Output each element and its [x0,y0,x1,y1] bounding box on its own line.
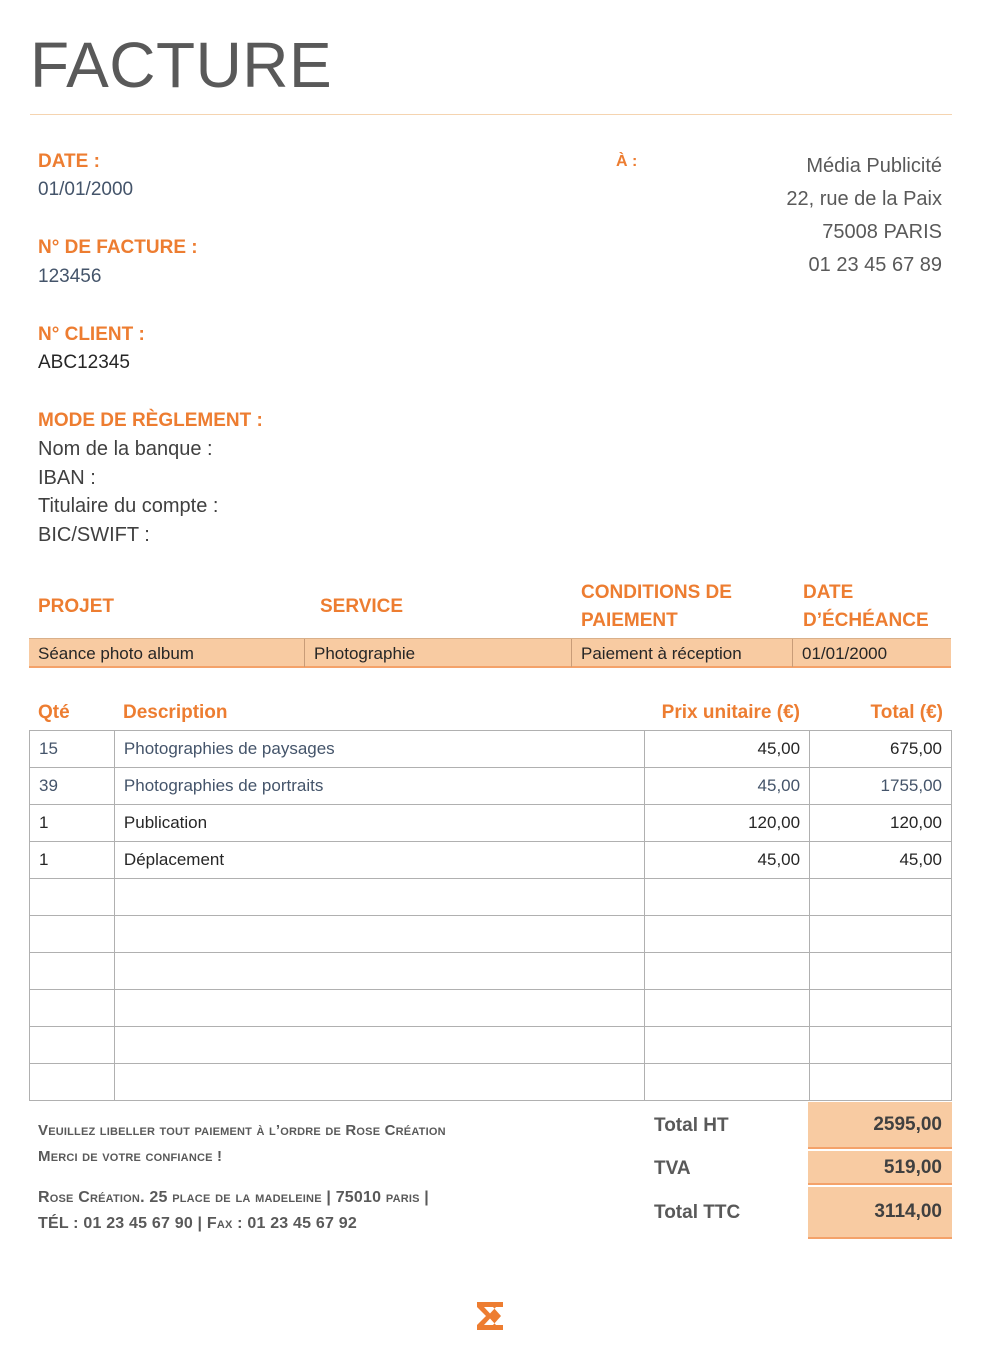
qty-header: Qté [38,702,70,723]
empty-row [30,990,952,1027]
recipient-phone: 01 23 45 67 89 [808,254,942,276]
invoice-number-label: N° DE FACTURE : [38,237,198,258]
items-table [29,730,952,1101]
project-row [29,638,951,668]
payment-method-label: MODE DE RÈGLEMENT : [38,410,263,431]
qty-cell: 1 [30,805,115,842]
total-cell: 120,00 [810,805,952,842]
description-cell: Photographies de paysages [114,731,644,768]
qty-cell: 39 [30,768,115,805]
payable-to-note: Veuillez libeller tout paiement à l’ordre de Rose Création [38,1122,446,1139]
qty-cell: 15 [30,731,115,768]
empty-row [30,1064,952,1101]
iban-line: IBAN : [38,467,96,489]
description-cell: Déplacement [114,842,644,879]
total-ttc-value: 3114,00 [808,1187,952,1239]
table-row [30,731,952,768]
unit-price-header: Prix unitaire (€) [661,702,800,723]
recipient-city: 75008 PARIS [822,221,942,243]
title-divider [30,114,952,115]
unit-price-cell: 45,00 [645,731,810,768]
date-label: DATE : [38,151,100,172]
due-date-cell: 01/01/2000 [802,644,888,663]
description-header: Description [123,702,228,723]
sender-contact: TÉL : 01 23 45 67 90 | Fax : 01 23 45 67 92 [38,1215,357,1232]
table-row [30,842,952,879]
qty-cell: 1 [30,842,115,879]
project-header: PROJET [38,596,115,617]
empty-row [30,953,952,990]
unit-price-cell: 120,00 [645,805,810,842]
sender-address: Rose Création. 25 place de la madeleine | 75010 paris | [38,1189,429,1206]
recipient-label: À : [616,153,638,170]
brand-logo-icon [474,1300,506,1332]
total-cell: 1755,00 [810,768,952,805]
description-cell: Photographies de portraits [114,768,644,805]
recipient-street: 22, rue de la Paix [786,188,942,210]
total-header: Total (€) [870,702,943,723]
empty-row [30,879,952,916]
total-ht-value: 2595,00 [808,1102,952,1149]
bic-swift-line: BIC/SWIFT : [38,524,150,546]
account-holder-line: Titulaire du compte : [38,495,219,517]
recipient-address [786,150,942,282]
client-number-label: N° CLIENT : [38,324,145,345]
service-cell: Photographie [314,644,416,663]
total-cell: 45,00 [810,842,952,879]
client-number-value: ABC12345 [38,352,130,373]
total-ttc-label: Total TTC [654,1202,741,1223]
invoice-number-value: 123456 [38,266,102,287]
total-ht-label: Total HT [654,1115,729,1136]
due-date-header: DATE D’ÉCHÉANCE [803,582,929,631]
payment-terms-header: CONDITIONS DE PAIEMENT [581,582,732,631]
tva-label: TVA [654,1158,691,1179]
thanks-note: Merci de votre confiance ! [38,1148,223,1165]
total-cell: 675,00 [810,731,952,768]
payment-terms-cell: Paiement à réception [581,644,742,663]
date-value: 01/01/2000 [38,179,134,200]
table-row [30,768,952,805]
project-cell: Séance photo album [38,644,194,663]
invoice-title: FACTURE [30,29,333,101]
service-header: SERVICE [320,596,404,617]
description-cell: Publication [114,805,644,842]
unit-price-cell: 45,00 [645,842,810,879]
unit-price-cell: 45,00 [645,768,810,805]
table-row [30,805,952,842]
tva-value: 519,00 [808,1151,952,1185]
recipient-company: Média Publicité [806,155,942,177]
bank-name-line: Nom de la banque : [38,438,213,460]
empty-row [30,1027,952,1064]
empty-row [30,916,952,953]
